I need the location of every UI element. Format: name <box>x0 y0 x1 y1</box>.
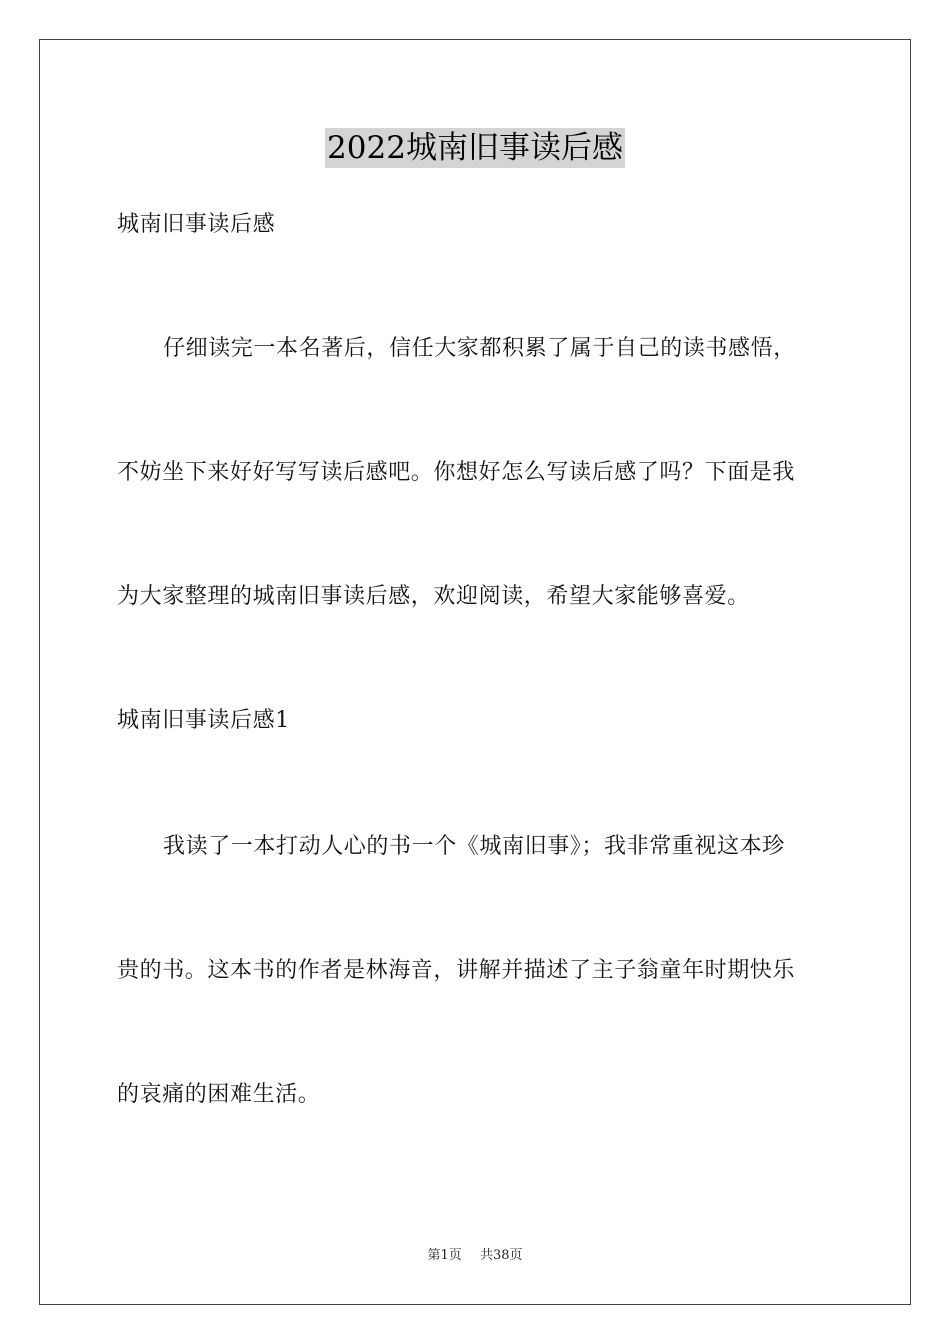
intro-paragraph-line: 不妨坐下来好好写写读后感吧。你想好怎么写读后感了吗？下面是我 <box>117 460 796 485</box>
intro-paragraph-line: 为大家整理的城南旧事读后感，欢迎阅读，希望大家能够喜爱。 <box>117 584 750 609</box>
body-paragraph-line: 我读了一本打动人心的书一个《城南旧事》；我非常重视这本珍 <box>163 834 785 859</box>
document-title: 2022城南旧事读后感 <box>327 130 623 166</box>
page-footer <box>0 1247 950 1265</box>
subtitle: 城南旧事读后感 <box>117 212 276 237</box>
title-container <box>0 128 950 168</box>
page-total: 共38页 <box>479 1248 523 1263</box>
page-number: 第1页 <box>427 1248 462 1263</box>
intro-paragraph-line: 仔细读完一本名著后，信任大家都积累了属于自己的读书感悟， <box>163 336 796 361</box>
body-paragraph-line: 贵的书。这本书的作者是林海音，讲解并描述了主子翁童年时期快乐 <box>117 958 796 983</box>
body-paragraph-line: 的哀痛的困难生活。 <box>117 1082 321 1107</box>
section-heading: 城南旧事读后感1 <box>117 708 290 733</box>
